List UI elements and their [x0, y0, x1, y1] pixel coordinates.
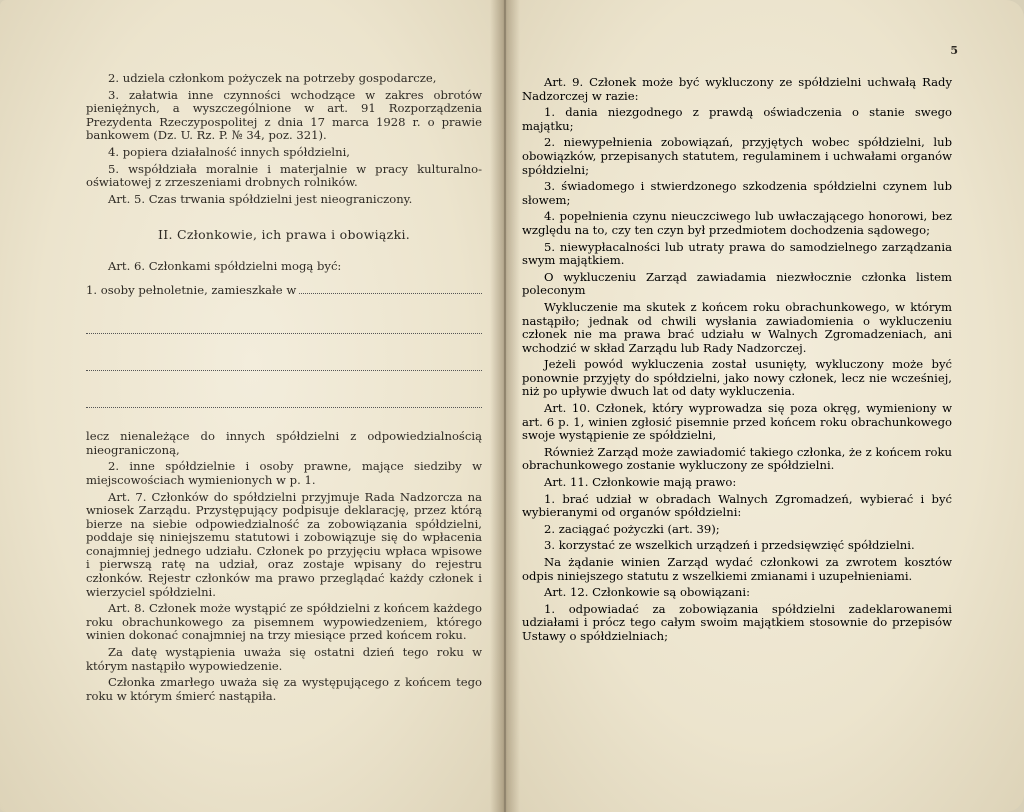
- page-number: 5: [950, 44, 958, 57]
- paragraph: Art. 7. Członków do spółdzielni przyjmuje Rada Nadzorcza na wniosek Zarządu. Przystępujący podpisuje deklarację, przez którą bierze na siebie odpowiedzialność za zobowiązania spółdzielni, poddaje się niniejszemu statutowi i zobowiązuje się do wpłacenia conajmniej jednego udziału. Członek po przyjęciu wpłaca wpisowe i pierwszą ratę na udział, oraz zostaje wpisany do rejestru członków. Rejestr członków ma prawo przeglądać każdy członek i wierzyciel spółdzielni.: [86, 489, 482, 599]
- paragraph: Wykluczenie ma skutek z końcem roku obrachunkowego, w którym nastąpiło; jednak od chwili wysłania zawiadomienia o wykluczeniu członek nie ma prawa brać udziału w Walnych Zgromadzeniach, ani wchodzić w skład Zarządu lub Rady Nadzorczej.: [522, 299, 952, 355]
- paragraph: 4. popełnienia czynu nieuczciwego lub uwłaczającego honorowi, bez względu na to, czy ten czyn był przedmiotem dochodzenia sądowego;: [522, 209, 952, 237]
- fill-in-line: [86, 333, 482, 334]
- paragraph: 1. dania niezgodnego z prawdą oświadczenia o stanie swego majątku;: [522, 105, 952, 133]
- paragraph: 2. niewypełnienia zobowiązań, przyjętych wobec spółdzielni, lub obowiązków, przepisanych statutem, regulaminem i uchwałami organów spółdzielni;: [522, 135, 952, 177]
- paragraph: 2. inne spółdzielnie i osoby prawne, mające siedziby w miejscowościach wymienionych w p. 1.: [86, 459, 482, 487]
- paragraph: 3. świadomego i stwierdzonego szkodzenia spółdzielni czynem lub słowem;: [522, 179, 952, 207]
- paragraph: 3. załatwia inne czynności wchodzące w zakres obrotów pieniężnych, a wyszczególnione w art. 91 Rozporządzenia Prezydenta Rzeczypospolitej z dnia 17 marca 1928 r. o prawie bankowem (Dz. U. Rz. P. № 34, poz. 321).: [86, 87, 482, 143]
- book-gutter: [490, 0, 520, 812]
- paragraph: O wykluczeniu Zarząd zawiadamia niezwłocznie członka listem poleconym: [522, 269, 952, 298]
- paragraph: 1. odpowiadać za zobowiązania spółdzielni zadeklarowanemi udziałami i prócz tego całym swoim majątkiem stosownie do przepisów Ustawy o spółdzielniach;: [522, 601, 952, 643]
- paragraph: Na żądanie winien Zarząd wydać członkowi za zwrotem kosztów odpis niniejszego statutu z wszelkiemi zmianami i uzupełnieniami.: [522, 555, 952, 583]
- paragraph: Art. 8. Członek może wystąpić ze spółdzielni z końcem każdego roku obrachunkowego za pisemnem wypowiedzeniem, którego winien dokonać conajmniej na trzy miesiące przed końcem roku.: [86, 601, 482, 643]
- paragraph: Jeżeli powód wykluczenia został usunięty, wykluczony może być ponownie przyjęty do spółdzielni, jako nowy członek, lecz nie wcześniej, niż po upływie dwuch lat od daty wykluczenia.: [522, 357, 952, 399]
- right-page-text: [522, 76, 952, 647]
- paragraph: Art. 5. Czas trwania spółdzielni jest nieograniczony.: [108, 191, 413, 206]
- residence-fill-row: [86, 284, 482, 298]
- paragraph: 2. udziela członkom pożyczek na potrzeby gospodarcze,: [108, 71, 437, 85]
- paragraph: Art. 6. Członkami spółdzielni mogą być:: [108, 258, 342, 273]
- paragraph: Art. 9. Członek może być wykluczony ze spółdzielni uchwałą Rady Nadzorczej w razie:: [522, 75, 952, 103]
- paragraph: 5. współdziała moralnie i materjalnie w pracy kulturalno-oświatowej z zrzeszeniami drobnych rolników.: [86, 161, 482, 190]
- fill-in-line: [86, 370, 482, 371]
- section-heading: II. Członkowie, ich prawa i obowiązki.: [157, 227, 411, 243]
- paragraph: Art. 10. Członek, który wyprowadza się poza okręg, wymieniony w art. 6 p. 1, winien zgłosić pisemnie przed końcem roku obrachunkowego swoje wystąpienie ze spółdzielni,: [522, 401, 952, 443]
- paragraph: 1. brać udział w obradach Walnych Zgromadzeń, wybierać i być wybieranymi od organów spółdzielni:: [522, 491, 952, 520]
- paragraph: Członka zmarłego uważa się za występującego z końcem tego roku w którym śmierć nastąpiła.: [86, 675, 482, 703]
- paragraph: 3. korzystać ze wszelkich urządzeń i przedsięwzięć spółdzielni.: [544, 538, 915, 553]
- paragraph: 1. osoby pełnoletnie, zamieszkałe w: [86, 282, 297, 297]
- fill-in-line: [299, 293, 482, 294]
- paragraph: 5. niewypłacalności lub utraty prawa do samodzielnego zarządzania swym majątkiem.: [522, 239, 952, 268]
- paragraph: Również Zarząd może zawiadomić takiego członka, że z końcem roku obrachunkowego zostanie wykluczony ze spółdzielni.: [522, 444, 952, 473]
- fill-in-line: [86, 407, 482, 408]
- paragraph: Za datę wystąpienia uważa się ostatni dzień tego roku w którym nastąpiło wypowiedzenie.: [86, 645, 482, 673]
- paragraph: 2. zaciągać pożyczki (art. 39);: [544, 521, 720, 536]
- left-page-text: [86, 72, 482, 706]
- paragraph: Art. 12. Członkowie są obowiązani:: [544, 585, 751, 600]
- paragraph: 4. popiera działalność innych spółdzielni,: [108, 144, 350, 159]
- paragraph: lecz nienależące do innych spółdzielni z odpowiedzialnością nieograniczoną,: [86, 429, 482, 457]
- paragraph: Art. 11. Członkowie mają prawo:: [544, 475, 737, 490]
- left-page: [0, 0, 504, 812]
